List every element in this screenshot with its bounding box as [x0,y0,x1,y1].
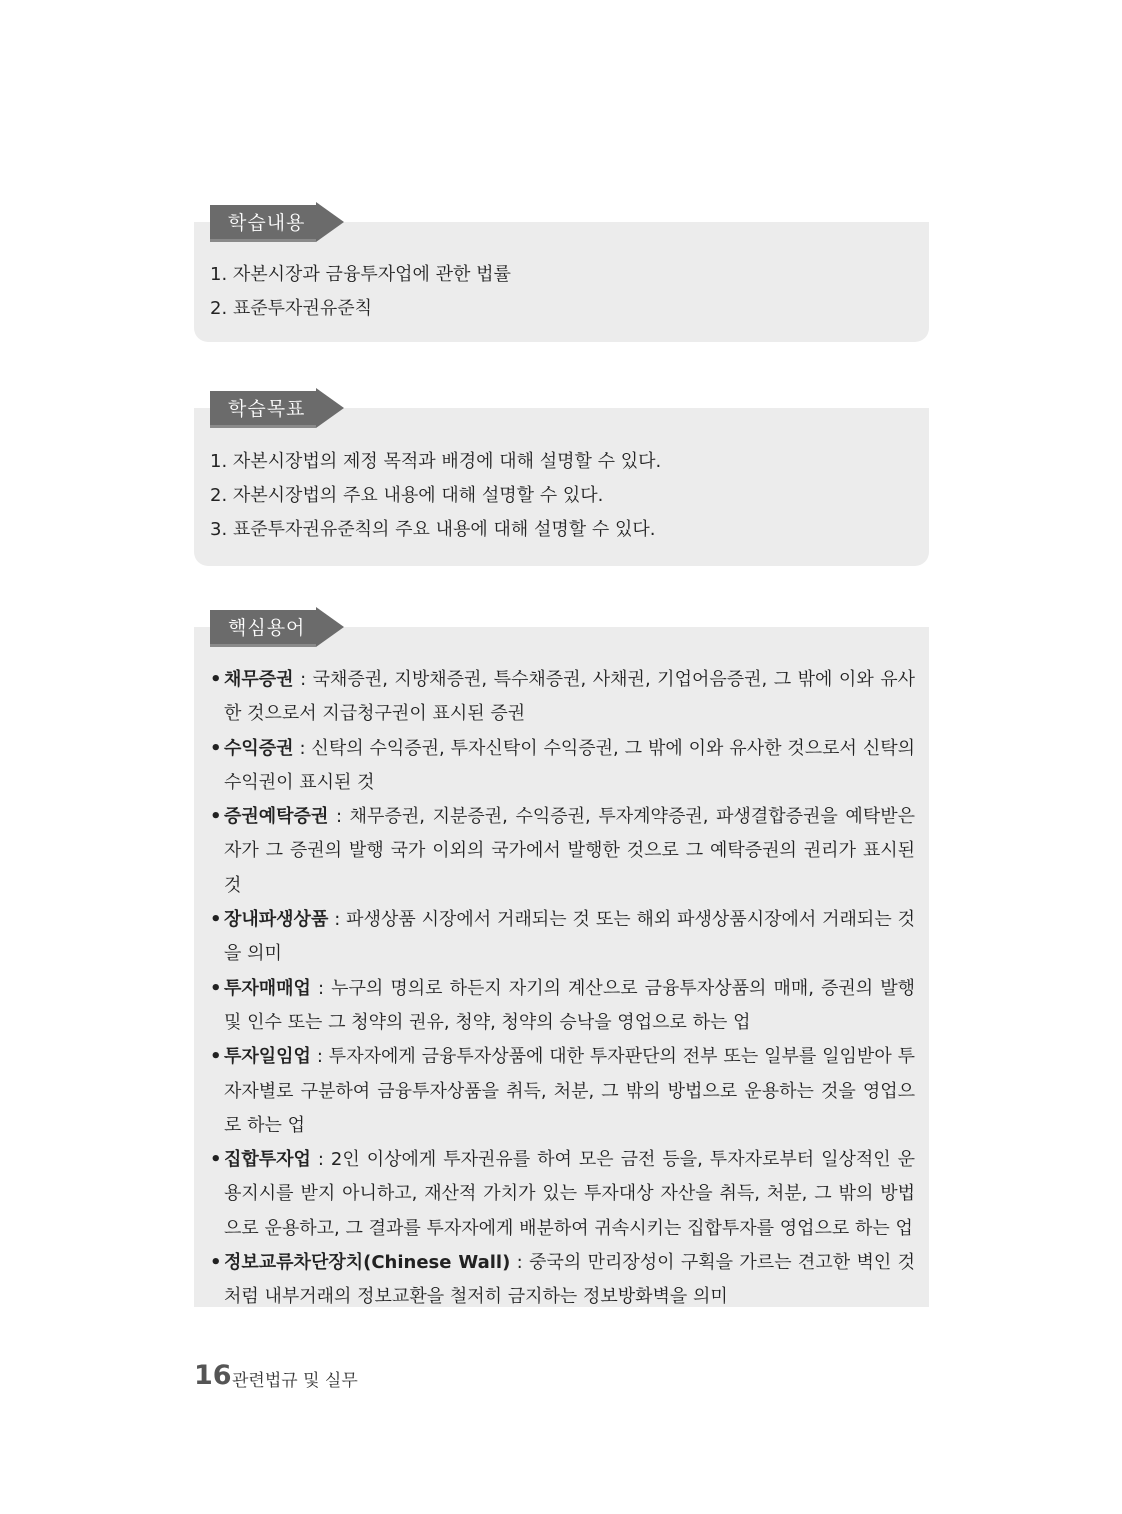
list-item: 2. 자본시장법의 주요 내용에 대해 설명할 수 있다. [210,485,604,506]
term-item [210,972,915,1041]
term-item [210,1040,915,1143]
list-item: 1. 자본시장법의 제정 목적과 배경에 대해 설명할 수 있다. [210,451,662,472]
term-name: 정보교류차단장치(Chinese Wall) [224,1252,511,1274]
page-number: 16 [194,1360,232,1391]
term-name: 투자매매업 [224,977,311,999]
term-item [210,800,915,903]
learning-goals-list [210,445,915,547]
term-item [210,663,915,732]
term-name: 장내파생상품 [224,909,329,931]
term-item [210,732,915,801]
term-name: 채무증권 [224,669,294,690]
term-name: 수익증권 [224,737,294,759]
term-item [210,1246,915,1315]
learning-content-list [210,258,915,326]
term-desc: : 국채증권, 지방채증권, 특수채증권, 사채권, 기업어음증권, 그 밖에 이와 유사한 것으로서 지급청구권이 표시된 증권 [224,669,915,725]
learning-goals-tab [210,388,344,424]
key-terms-title: 핵심용어 [228,617,306,639]
term-item [210,903,915,972]
term-desc: : 채무증권, 지분증권, 수익증권, 투자계약증권, 파생결합증권을 예탁받은 자가 그 증권의 발행 국가 이외의 국가에서 발행한 것으로 그 예탁증권의 권리가 표시된 것 [224,806,915,896]
term-item [210,1143,915,1246]
learning-content-tab [210,202,344,238]
term-desc: : 2인 이상에게 투자권유를 하여 모은 금전 등을, 투자자로부터 일상적인 운용지시를 받지 아니하고, 재산적 가치가 있는 투자대상 자산을 취득, 처분, 그 밖의 방법으로 운용하고, 그 결과를 투자자에게 배분하여 귀속시키는 집합투자를 영업으로 하는 업 [224,1149,915,1239]
key-terms-list [210,663,915,1315]
term-name: 투자일임업 [224,1046,311,1068]
learning-content-title: 학습내용 [228,212,306,234]
list-item: 2. 표준투자권유준칙 [210,298,372,319]
term-desc: : 신탁의 수익증권, 투자신탁이 수익증권, 그 밖에 이와 유사한 것으로서 신탁의 수익권이 표시된 것 [224,737,915,793]
term-name: 증권예탁증권 [224,806,329,828]
list-item: 3. 표준투자권유준칙의 주요 내용에 대해 설명할 수 있다. [210,519,656,540]
term-desc: : 투자자에게 금융투자상품에 대한 투자판단의 전부 또는 일부를 일임받아 투자자별로 구분하여 금융투자상품을 취득, 처분, 그 밖의 방법으로 운용하는 것을 영업으로 하는 업 [224,1046,915,1136]
list-item: 1. 자본시장과 금융투자업에 관한 법률 [210,264,511,285]
term-desc: : 중국의 만리장성이 구획을 가르는 견고한 벽인 것처럼 내부거래의 정보교환을 철저히 금지하는 정보방화벽을 의미 [224,1252,915,1308]
key-terms-tab [210,607,344,643]
learning-goals-title: 학습목표 [228,398,306,420]
term-name: 집합투자업 [224,1149,311,1171]
term-desc: : 누구의 명의로 하든지 자기의 계산으로 금융투자상품의 매매, 증권의 발행 및 인수 또는 그 청약의 권유, 청약, 청약의 승낙을 영업으로 하는 업 [224,977,915,1033]
term-desc: : 파생상품 시장에서 거래되는 것 또는 해외 파생상품시장에서 거래되는 것을 의미 [224,909,915,965]
book-title: 관련법규 및 실무 [232,1371,358,1391]
